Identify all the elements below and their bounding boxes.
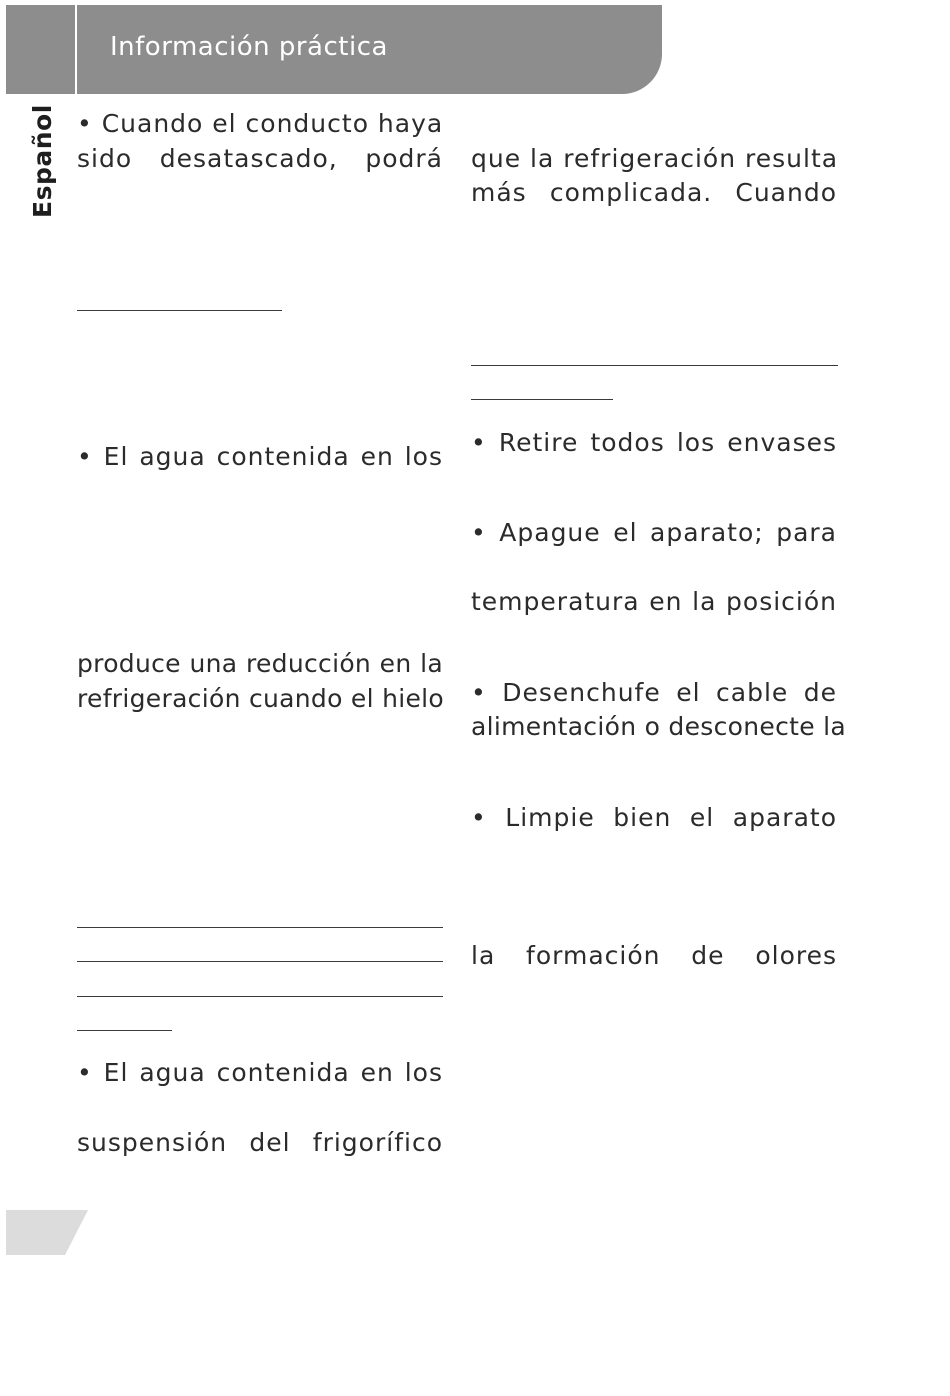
right-text-line: • Limpie bien el aparato: [471, 803, 837, 832]
left-text-line: • Cuando el conducto haya: [77, 109, 444, 138]
redacted-line: [471, 365, 838, 366]
redacted-line: [471, 399, 613, 400]
redacted-line: [77, 1030, 172, 1031]
right-text-line: que la refrigeración resulta: [471, 144, 839, 173]
redacted-line: [77, 927, 443, 928]
redacted-line: [77, 310, 282, 311]
right-text-line: • Desenchufe el cable de: [471, 678, 837, 707]
right-text-line: • Retire todos los envases: [471, 428, 837, 457]
right-text-line: alimentación o desconecte la: [471, 712, 847, 741]
left-text-line: refrigeración cuando el hielo: [77, 684, 445, 713]
right-text-line: más complicada. Cuando: [471, 178, 837, 207]
left-text-line: produce una reducción en la: [77, 649, 443, 678]
language-label: Español: [28, 104, 57, 218]
section-title: Información práctica: [110, 32, 388, 62]
left-text-line: sido desatascado, podrá: [77, 144, 443, 173]
left-text-line: • El agua contenida en los: [77, 1058, 443, 1087]
redacted-line: [77, 961, 443, 962]
left-text-line: suspensión del frigorífico: [77, 1128, 443, 1157]
right-text-line: • Apague el aparato; para: [471, 518, 837, 547]
redacted-line: [77, 996, 443, 997]
page-corner-tab: [6, 1210, 88, 1255]
header-divider: [75, 5, 77, 94]
left-text-line: • El agua contenida en los: [77, 442, 443, 471]
right-text-line: la formación de olores: [471, 941, 837, 970]
right-text-line: temperatura en la posición: [471, 587, 837, 616]
